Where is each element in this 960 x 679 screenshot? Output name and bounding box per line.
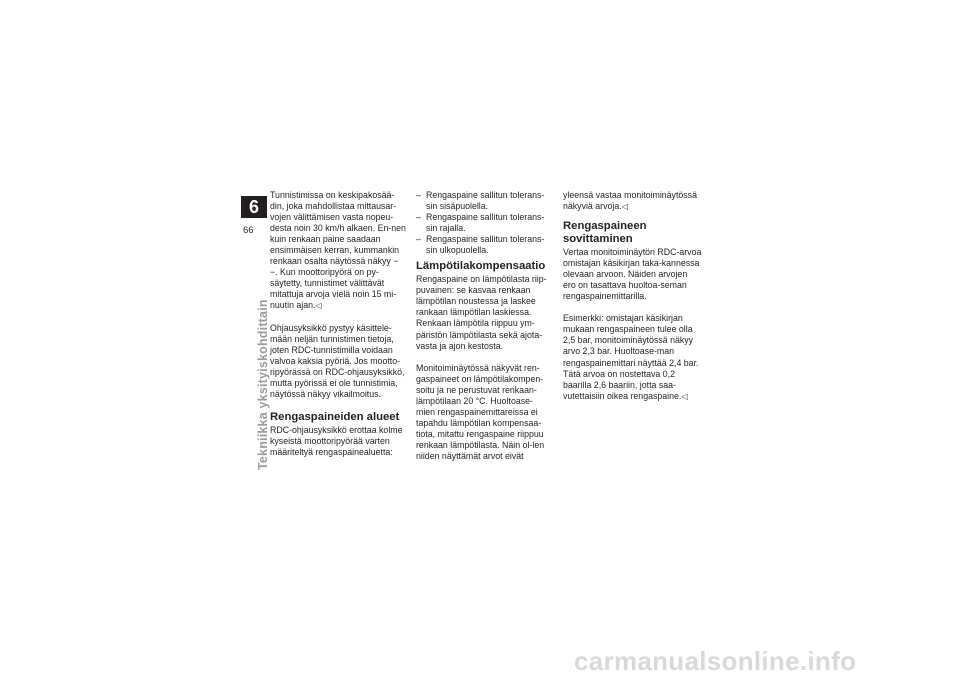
paragraph [563, 190, 702, 212]
text-column-1 [270, 190, 407, 469]
section-heading: Lämpötilakompensaatio [416, 260, 546, 273]
paragraph-text: Esimerkki: omistajan käsikirjan mukaan rengaspaineen tulee olla 2,5 bar, monitoiminäytössä näkyy arvo 2,3 bar. Huoltoase-man rengaspainemittari näyttää 2,4 bar. Tätä arvoa on nostettava 0,2 baarilla 2,6 baariin, jotta saa-vutettaisiin oikea rengaspaine. [563, 313, 699, 401]
dash-bullet: – [416, 212, 421, 223]
list-item-text: Rengaspaine sallitun tolerans-sin sisäpuolella. [426, 190, 545, 212]
chapter-number-tab: 6 [241, 196, 267, 218]
paragraph-text: Tunnistimissa on keskipakosää-din, joka mahdollistaa mittausar-vojen välittämisen vasta nopeu-desta noin 30 km/h alkaen. En-nen kuin renkaan paine saadaan ensimmäisen kerran, kummankin renkaan osalta näytössä näkyy − −. Kun moottoripyörä on py-säytetty, tunnistimet välittävät mitattuja arvoja vielä noin 15 mi-nuutin ajan. [270, 190, 406, 311]
end-of-section-mark: ◁ [621, 202, 628, 212]
list-item [416, 234, 550, 256]
dash-bullet: – [416, 234, 421, 245]
paragraph [270, 190, 407, 312]
end-of-section-mark: ◁ [315, 301, 322, 311]
section-heading: Rengaspaineiden alueet [270, 410, 400, 423]
paragraph: Vertaa monitoiminäytön RDC-arvoa omistajan käsikirjan taka-kannessa olevaan arvoon. Näiden arvojen ero on tasattava huoltoa-seman rengaspainemittarilla. [563, 247, 702, 302]
paragraph [563, 313, 702, 401]
paragraph: Monitoiminäytössä näkyvät ren-gaspaineet on lämpötilakompen-soitu ja ne perustuvat renkaan-lämpötilaan 20 °C. Huoltoase-mien rengaspainemittareissa ei tapahdu lämpötilan kompensaa-tiota, mitattu rengaspaine riippuu renkaan lämpötilasta. Näin ol-len niiden näyttämät arvot eivät [416, 362, 545, 461]
end-of-section-mark: ◁ [681, 391, 688, 401]
page-number: 66 [243, 225, 254, 236]
text-column-2 [416, 190, 550, 473]
section-title-vertical: Tekniikka yksityiskohdittain [256, 299, 270, 470]
paragraph-text: yleensä vastaa monitoiminäytössä näkyviä arvoja. [563, 190, 697, 212]
text-column-3 [563, 190, 702, 413]
list-item [416, 190, 550, 212]
section-heading: Rengaspaineen [563, 220, 647, 233]
list-item-text: Rengaspaine sallitun tolerans-sin ulkopuolella. [426, 234, 545, 256]
list-item-text: Rengaspaine sallitun tolerans-sin rajalla. [426, 212, 545, 234]
list-item [416, 212, 550, 234]
paragraph: RDC-ohjausyksikkö erottaa kolme kyseistä moottoripyörää varten määriteltyä rengaspainealuetta: [270, 424, 403, 457]
section-heading: sovittaminen [563, 233, 633, 246]
watermark: carmanualsonline.info [574, 646, 857, 676]
paragraph: Rengaspaine on lämpötilasta riip-puvainen: se kasvaa renkaan lämpötilan noustessa ja laskee rankaan lämpötilan laskiessa. Renkaan lämpötila riippuu ym-päristön lämpötilasta sekä ajota-vasta ja ajon kestosta. [416, 274, 547, 351]
paragraph: Ohjausyksikkö pystyy käsittele-mään neljän tunnistimen tietoja, joten RDC-tunnistimilla voidaan valvoa kaksia pyöriä. Jos mootto-ripyörässä on RDC-ohjausyksikkö, mutta pyörissä ei ole tunnistimia, näytössä näkyy vikailmoitus. [270, 322, 405, 399]
dash-bullet: – [416, 190, 421, 200]
